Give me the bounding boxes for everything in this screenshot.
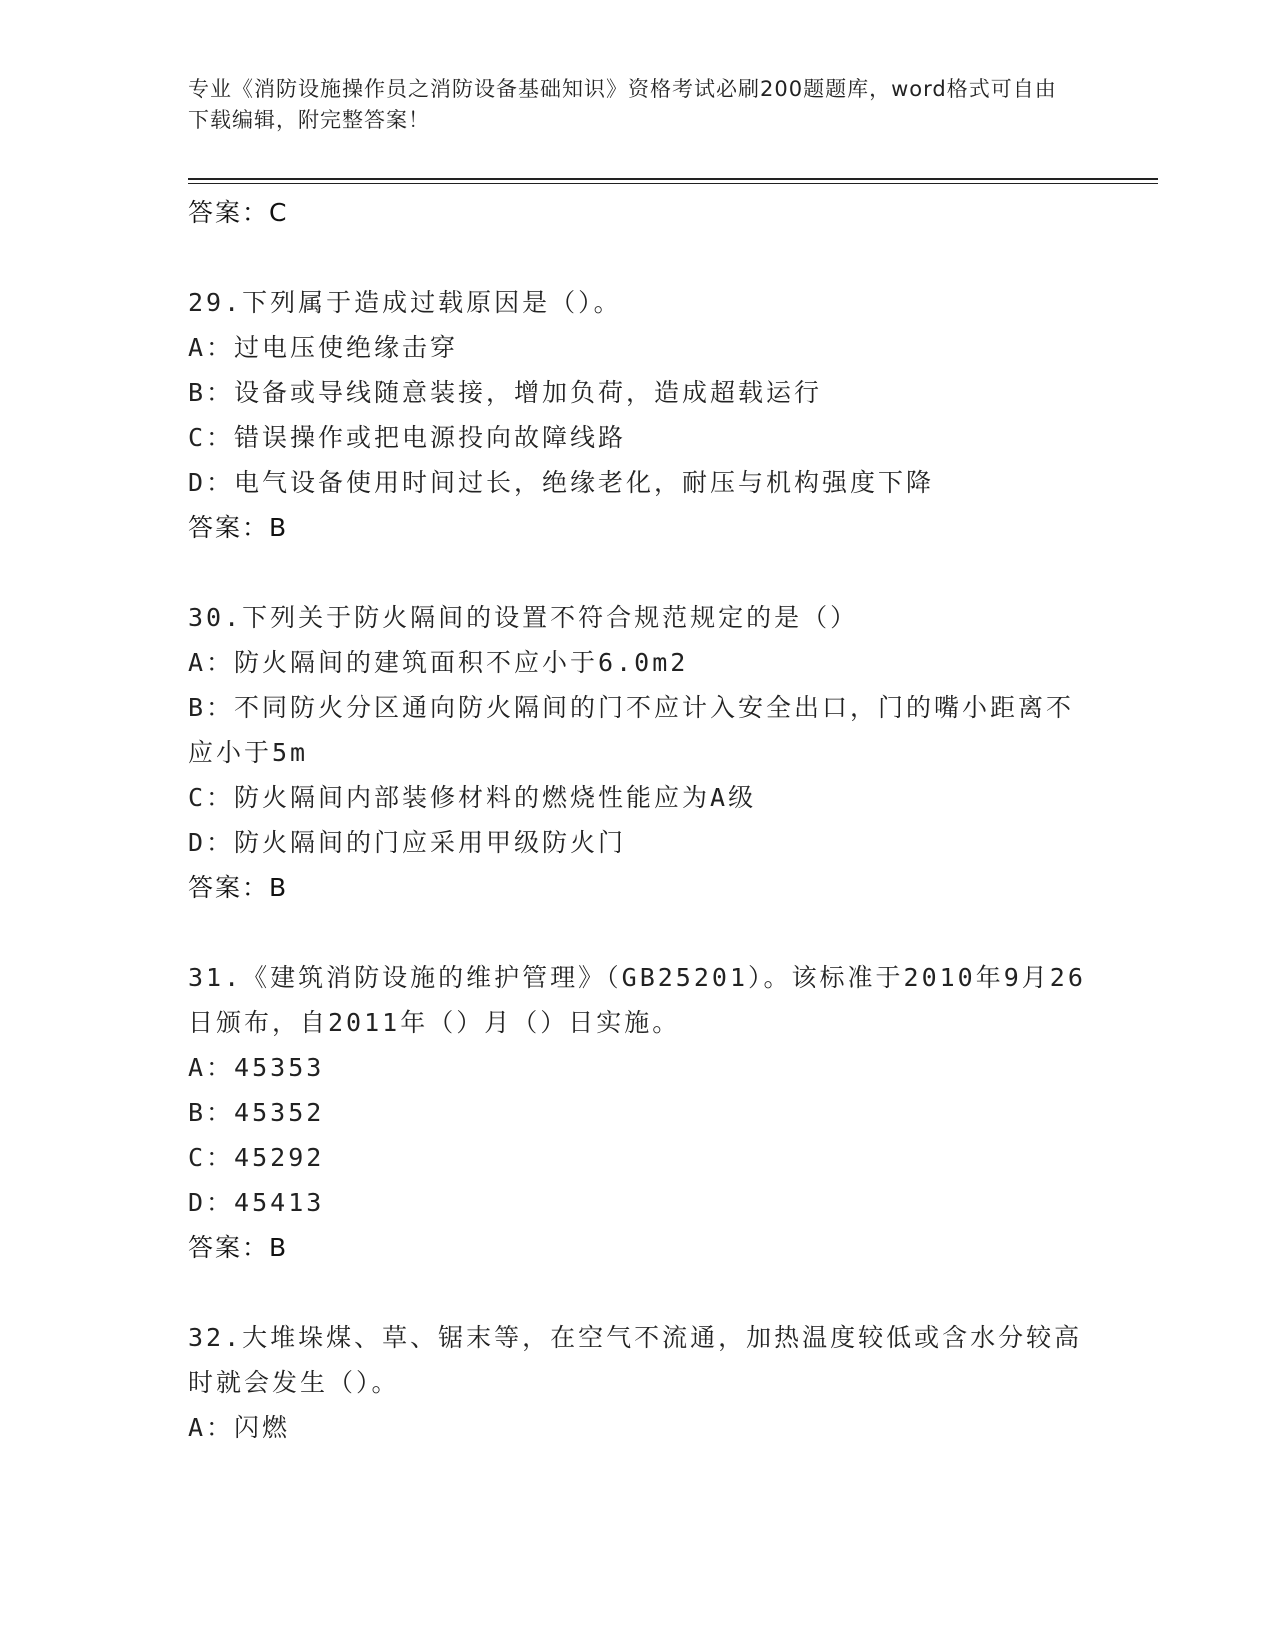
document-header: 专业《消防设施操作员之消防设备基础知识》资格考试必刷200题题库，word格式可自由下载编辑，附完整答案！ [188, 77, 1057, 132]
question-list [188, 190, 1088, 1450]
option-31-a: A：45353 [188, 1053, 325, 1082]
question-32: 32.大堆垛煤、草、锯末等，在空气不流通，加热温度较低或含水分较高时就会发生（）。 [188, 1323, 1083, 1397]
question-30: 30.下列关于防火隔间的设置不符合规范规定的是（） [188, 603, 859, 632]
option-29-d: D：电气设备使用时间过长，绝缘老化，耐压与机构强度下降 [188, 468, 935, 497]
option-29-a: A：过电压使绝缘击穿 [188, 333, 459, 362]
option-30-d: D：防火隔间的门应采用甲级防火门 [188, 828, 627, 857]
option-29-c: C：错误操作或把电源投向故障线路 [188, 423, 627, 452]
question-31: 31.《建筑消防设施的维护管理》（GB25201）。该标准于2010年9月26日颁布，自2011年（）月（）日实施。 [188, 963, 1086, 1037]
option-31-b: B：45352 [188, 1098, 325, 1127]
header-rule-thin [188, 183, 1158, 184]
option-29-b: B：设备或导线随意装接，增加负荷，造成超载运行 [188, 378, 823, 407]
option-32-a: A：闪燃 [188, 1413, 291, 1442]
option-30-a: A：防火隔间的建筑面积不应小于6.0m2 [188, 648, 689, 677]
answer-29: 答案：B [188, 513, 289, 542]
option-30-c: C：防火隔间内部装修材料的燃烧性能应为A级 [188, 783, 757, 812]
option-31-d: D：45413 [188, 1188, 325, 1217]
answer-31: 答案：B [188, 1233, 289, 1262]
header-rule-thick [188, 178, 1158, 180]
question-29: 29.下列属于造成过载原因是（）。 [188, 288, 622, 317]
answer-30: 答案：B [188, 873, 289, 902]
option-31-c: C：45292 [188, 1143, 325, 1172]
option-30-b: B：不同防火分区通向防火隔间的门不应计入安全出口，门的嘴小距离不应小于5m [188, 693, 1075, 767]
answer-28: 答案：C [188, 198, 289, 227]
